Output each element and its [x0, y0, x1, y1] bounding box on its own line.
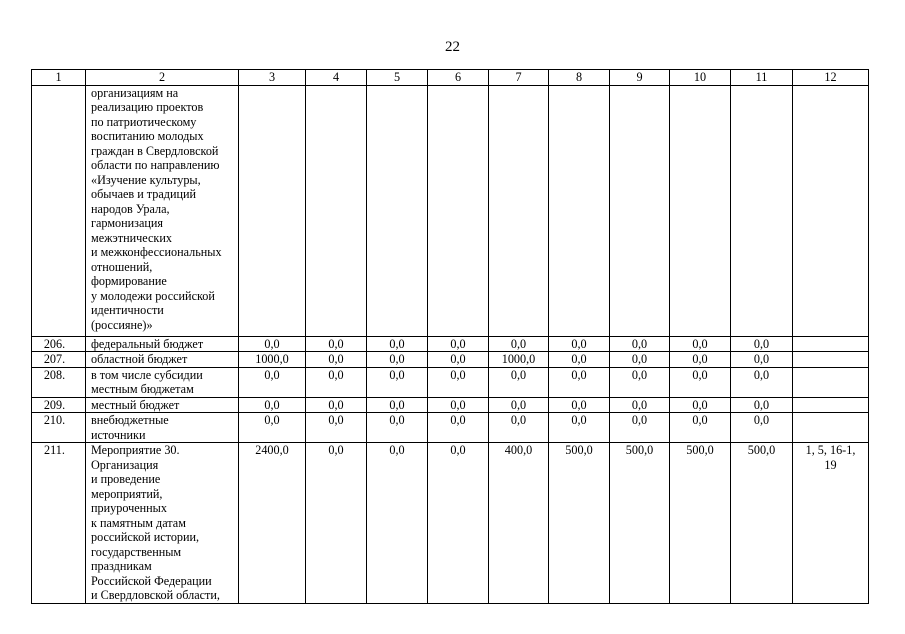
table-body	[32, 70, 869, 604]
table-header-row	[32, 70, 869, 86]
row-description: федеральный бюджет	[86, 336, 239, 352]
value-cell	[306, 85, 367, 336]
value-cell: 0,0	[610, 397, 670, 413]
value-cell: 0,0	[610, 352, 670, 368]
value-cell: 0,0	[731, 336, 793, 352]
value-cell: 400,0	[489, 443, 549, 604]
value-cell	[239, 85, 306, 336]
column-header: 11	[731, 70, 793, 86]
row-number: 207.	[32, 352, 86, 368]
value-cell: 0,0	[610, 367, 670, 397]
value-cell: 0,0	[610, 413, 670, 443]
value-cell: 500,0	[549, 443, 610, 604]
value-cell: 0,0	[610, 336, 670, 352]
value-cell: 0,0	[306, 443, 367, 604]
value-cell: 0,0	[428, 336, 489, 352]
row-number: 209.	[32, 397, 86, 413]
value-cell: 0,0	[670, 352, 731, 368]
column-header: 3	[239, 70, 306, 86]
table-row	[32, 367, 869, 397]
value-cell: 0,0	[489, 397, 549, 413]
value-cell: 500,0	[670, 443, 731, 604]
target-indicators-cell	[793, 397, 869, 413]
value-cell: 0,0	[549, 413, 610, 443]
row-description: в том числе субсидии местным бюджетам	[86, 367, 239, 397]
value-cell: 0,0	[670, 367, 731, 397]
value-cell: 0,0	[239, 413, 306, 443]
value-cell: 0,0	[428, 367, 489, 397]
value-cell	[670, 85, 731, 336]
target-indicators-cell	[793, 85, 869, 336]
value-cell: 0,0	[428, 352, 489, 368]
value-cell: 0,0	[489, 367, 549, 397]
value-cell: 0,0	[670, 336, 731, 352]
value-cell: 0,0	[306, 367, 367, 397]
column-header: 8	[549, 70, 610, 86]
value-cell: 0,0	[670, 413, 731, 443]
value-cell	[489, 85, 549, 336]
value-cell	[367, 85, 428, 336]
program-table	[31, 69, 869, 604]
value-cell: 0,0	[367, 443, 428, 604]
value-cell: 0,0	[731, 413, 793, 443]
table-row	[32, 352, 869, 368]
value-cell: 0,0	[489, 336, 549, 352]
column-header: 12	[793, 70, 869, 86]
value-cell	[428, 85, 489, 336]
column-header: 10	[670, 70, 731, 86]
value-cell: 0,0	[367, 352, 428, 368]
table-row	[32, 443, 869, 604]
value-cell: 0,0	[367, 336, 428, 352]
value-cell: 0,0	[367, 397, 428, 413]
value-cell	[549, 85, 610, 336]
row-number: 211.	[32, 443, 86, 604]
value-cell: 0,0	[489, 413, 549, 443]
column-header: 7	[489, 70, 549, 86]
column-header: 4	[306, 70, 367, 86]
value-cell: 500,0	[610, 443, 670, 604]
value-cell: 0,0	[549, 367, 610, 397]
value-cell: 0,0	[367, 413, 428, 443]
row-description: областной бюджет	[86, 352, 239, 368]
column-header: 5	[367, 70, 428, 86]
value-cell: 0,0	[239, 336, 306, 352]
value-cell: 500,0	[731, 443, 793, 604]
value-cell	[731, 85, 793, 336]
value-cell	[610, 85, 670, 336]
row-description: организациям на реализацию проектов по патриотическому воспитанию молодых граждан в Свердловской области по направлению «Изучение культуры, обычаев и традиций народов Урала, гармонизация межэтнических и межконфессиональных отношений, формирование у молодежи российской идентичности (россияне)»	[86, 85, 239, 336]
row-number: 210.	[32, 413, 86, 443]
row-number: 208.	[32, 367, 86, 397]
target-indicators-cell	[793, 336, 869, 352]
column-header: 1	[32, 70, 86, 86]
column-header: 9	[610, 70, 670, 86]
value-cell: 0,0	[306, 413, 367, 443]
value-cell: 1000,0	[239, 352, 306, 368]
row-number	[32, 85, 86, 336]
row-description: Мероприятие 30. Организация и проведение мероприятий, приуроченных к памятным датам российской истории, государственным праздникам Российской Федерации и Свердловской области,	[86, 443, 239, 604]
value-cell: 0,0	[549, 352, 610, 368]
table-row	[32, 413, 869, 443]
target-indicators-cell	[793, 413, 869, 443]
value-cell: 0,0	[239, 367, 306, 397]
value-cell: 0,0	[428, 397, 489, 413]
page-number: 22	[445, 39, 460, 55]
value-cell: 0,0	[239, 397, 306, 413]
table-row	[32, 336, 869, 352]
value-cell: 0,0	[306, 352, 367, 368]
row-description: местный бюджет	[86, 397, 239, 413]
target-indicators-cell	[793, 367, 869, 397]
value-cell: 0,0	[367, 367, 428, 397]
value-cell: 0,0	[731, 367, 793, 397]
value-cell: 1000,0	[489, 352, 549, 368]
value-cell: 0,0	[670, 397, 731, 413]
table-row	[32, 85, 869, 336]
row-number: 206.	[32, 336, 86, 352]
target-indicators-cell	[793, 352, 869, 368]
value-cell: 2400,0	[239, 443, 306, 604]
row-description: внебюджетные источники	[86, 413, 239, 443]
column-header: 2	[86, 70, 239, 86]
value-cell: 0,0	[731, 352, 793, 368]
value-cell: 0,0	[549, 336, 610, 352]
value-cell: 0,0	[306, 336, 367, 352]
value-cell: 0,0	[428, 413, 489, 443]
value-cell: 0,0	[549, 397, 610, 413]
target-indicators-cell: 1, 5, 16-1, 19	[793, 443, 869, 604]
value-cell: 0,0	[731, 397, 793, 413]
value-cell: 0,0	[428, 443, 489, 604]
value-cell: 0,0	[306, 397, 367, 413]
column-header: 6	[428, 70, 489, 86]
table-row	[32, 397, 869, 413]
